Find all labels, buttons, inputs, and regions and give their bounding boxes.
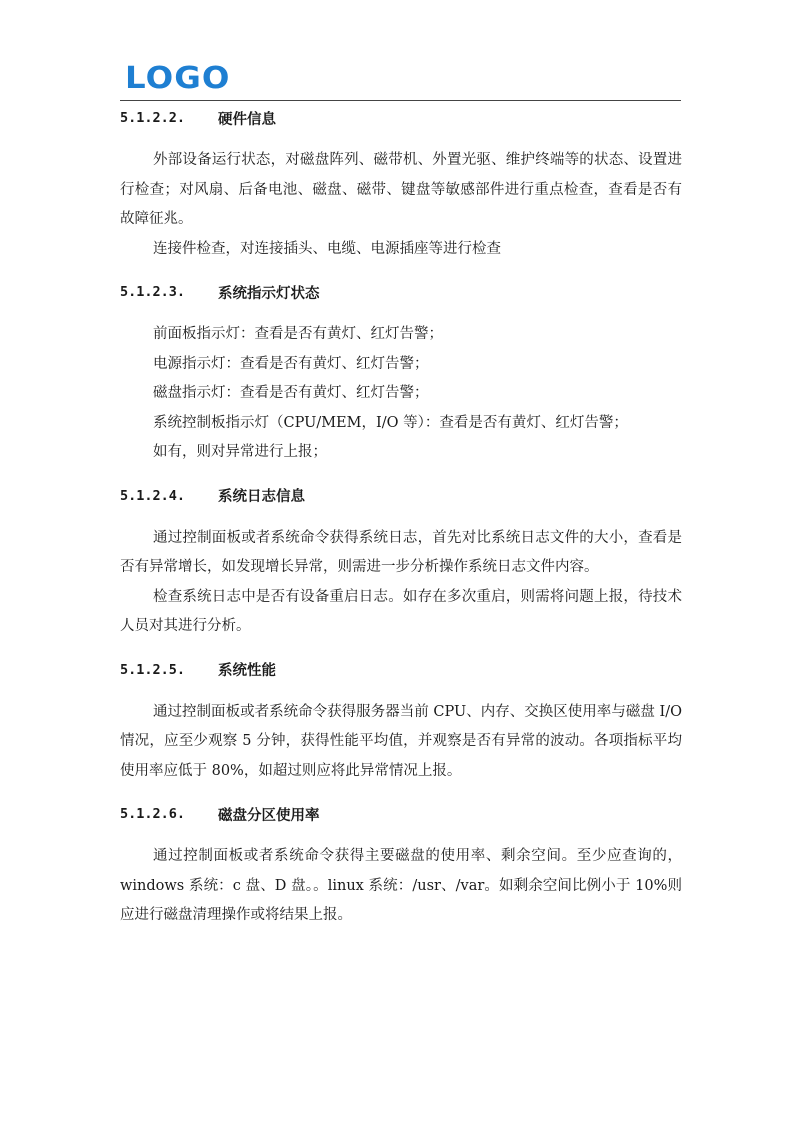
- paragraph: 外部设备运行状态，对磁盘阵列、磁带机、外置光驱、维护终端等的状态、设置进行检查；对风扇、后备电池、磁盘、磁带、键盘等敏感部件进行重点检查，查看是否有故障征兆。: [120, 152, 682, 227]
- paragraph: 前面板指示灯：查看是否有黄灯、红灯告警；: [153, 326, 443, 342]
- header-divider: [120, 100, 681, 101]
- section-heading: [120, 104, 682, 132]
- company-logo: LOGO: [125, 61, 231, 96]
- section-title: 系统指示灯状态: [218, 285, 320, 302]
- section-hardware-info: [120, 104, 682, 264]
- section-heading: [120, 656, 682, 684]
- paragraph: 通过控制面板或者系统命令获得服务器当前 CPU、内存、交换区使用率与磁盘 I/O 情况，应至少观察 5 分钟，获得性能平均值，并观察是否有异常的波动。各项指标平均使用率应低于 80%，如超过则应将此异常情况上报。: [120, 703, 682, 779]
- section-heading: [120, 800, 682, 828]
- section-title: 硬件信息: [218, 111, 276, 128]
- section-number: 5.1.2.5.: [120, 661, 186, 678]
- section-heading: [120, 482, 682, 510]
- paragraph: 通过控制面板或者系统命令获得主要磁盘的使用率、剩余空间。至少应查询的，windows 系统：c 盘、D 盘。。linux 系统：/usr、/var。如剩余空间比例小于 10%则应进行磁盘清理操作或将结果上报。: [120, 848, 682, 923]
- paragraph: 通过控制面板或者系统命令获得系统日志，首先对比系统日志文件的大小，查看是否有异常增长，如发现增长异常，则需进一步分析操作系统日志文件内容。: [120, 529, 682, 575]
- section-number: 5.1.2.2.: [120, 110, 186, 126]
- section-disk-partition-usage: [120, 800, 682, 931]
- section-heading: [120, 278, 682, 306]
- section-system-performance: [120, 656, 682, 787]
- paragraph: 系统控制板指示灯（CPU/MEM，I/O 等）：查看是否有黄灯、红灯告警；: [153, 414, 628, 431]
- document-body: [120, 104, 682, 931]
- section-number: 5.1.2.3.: [120, 284, 186, 300]
- paragraph: 如有，则对异常进行上报；: [153, 444, 327, 460]
- section-indicator-lights: [120, 278, 682, 468]
- paragraph: 连接件检查，对连接插头、电缆、电源插座等进行检查: [153, 240, 501, 257]
- paragraph: 电源指示灯：查看是否有黄灯、红灯告警；: [153, 355, 429, 372]
- section-title: 系统日志信息: [218, 489, 305, 505]
- section-system-logs: [120, 482, 682, 642]
- section-number: 5.1.2.4.: [120, 487, 186, 504]
- section-title: 系统性能: [218, 663, 276, 679]
- paragraph: 磁盘指示灯：查看是否有黄灯、红灯告警；: [153, 385, 429, 401]
- paragraph: 检查系统日志中是否有设备重启日志。如存在多次重启，则需将问题上报，待技术人员对其进行分析。: [120, 588, 682, 634]
- section-title: 磁盘分区使用率: [218, 807, 320, 824]
- section-number: 5.1.2.6.: [120, 806, 186, 822]
